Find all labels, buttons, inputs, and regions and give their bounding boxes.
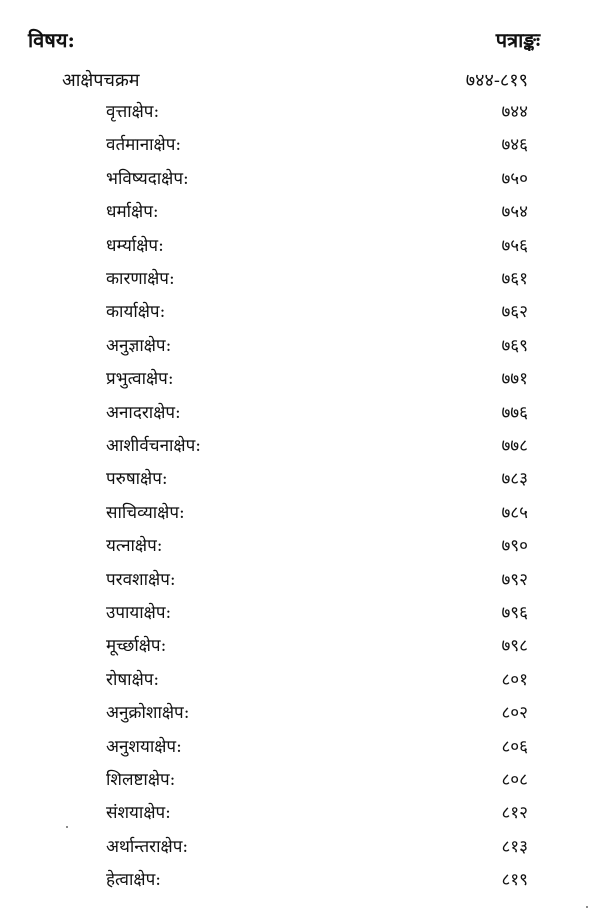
toc-entry-page: ७६२ <box>501 302 528 323</box>
toc-entry-label: अर्थान्तराक्षेप: <box>106 836 189 857</box>
toc-entry-page: ७९८ <box>501 636 528 657</box>
toc-entry-label: धर्माक्षेप: <box>106 202 159 223</box>
toc-entry-page: ७९६ <box>501 603 528 623</box>
toc-entry-page: ७५६ <box>501 235 528 256</box>
toc-entry-label: अनुशयाक्षेप: <box>106 736 182 757</box>
toc-entry-row <box>0 867 600 897</box>
toc-entry-page: ८०१ <box>501 669 528 690</box>
toc-entry-label: हेत्वाक्षेप: <box>106 870 161 891</box>
toc-entry-page: ७९२ <box>501 569 528 590</box>
main-entry-row <box>0 68 600 98</box>
toc-entry-row <box>0 533 600 563</box>
toc-entry-page: ७५४ <box>501 202 528 223</box>
toc-entry-page: ८०८ <box>501 770 528 790</box>
toc-entry-page: ८०६ <box>501 736 528 757</box>
page-number-column-header: पत्राङ्कः <box>495 28 540 52</box>
toc-entry-row <box>0 600 600 630</box>
toc-entry-row <box>0 567 600 597</box>
toc-entry-label: साचिव्याक्षेप: <box>106 502 185 523</box>
toc-entry-row <box>0 199 600 229</box>
toc-entry-page: ७६१ <box>501 269 528 289</box>
toc-entry-row <box>0 734 600 764</box>
toc-entry-row <box>0 333 600 363</box>
toc-entry-row <box>0 466 600 496</box>
toc-entry-row <box>0 299 600 329</box>
toc-entry-row <box>0 166 600 196</box>
toc-entry-label: प्रभुत्वाक्षेप: <box>106 369 174 390</box>
toc-entry-label: परुषाक्षेप: <box>106 469 168 490</box>
toc-entry-row <box>0 767 600 797</box>
toc-entry-label: रोषाक्षेप: <box>106 669 160 690</box>
toc-entry-page: ८१२ <box>501 803 528 824</box>
toc-entry-label: वर्तमानाक्षेप: <box>106 135 182 156</box>
topic-column-header: विषय: <box>28 28 75 52</box>
toc-entry-page: ७७१ <box>501 369 528 390</box>
toc-entry-page: ७५० <box>501 168 528 189</box>
toc-entry-row <box>0 266 600 296</box>
toc-entry-label: आशीर्वचनाक्षेप: <box>106 436 201 456</box>
toc-entry-page: ८१३ <box>501 836 528 857</box>
toc-entry-page: ७७६ <box>501 402 528 423</box>
toc-entry-label: कारणाक्षेप: <box>106 269 175 289</box>
toc-entry-label: कार्याक्षेप: <box>106 302 166 323</box>
toc-entry-row <box>0 633 600 663</box>
toc-entry-page: ८०२ <box>501 703 528 724</box>
toc-entry-label: अनादराक्षेप: <box>106 402 181 423</box>
toc-entry-row <box>0 800 600 830</box>
toc-entry-row <box>0 132 600 162</box>
toc-entry-row <box>0 433 600 463</box>
main-entry-label: आक्षेपचक्रम <box>62 70 140 91</box>
toc-entry-label: शिलष्टाक्षेप: <box>106 770 176 790</box>
toc-entry-page: ७६९ <box>501 335 528 356</box>
toc-entry-label: परवशाक्षेप: <box>106 569 176 590</box>
toc-entry-label: अनुक्रोशाक्षेप: <box>106 703 190 724</box>
toc-entry-label: संशयाक्षेप: <box>106 803 171 824</box>
toc-entry-label: मूर्च्छाक्षेप: <box>106 636 167 657</box>
main-entry-page-range: ७४४-८१९ <box>465 70 528 91</box>
toc-entry-page: ७४४ <box>501 102 528 122</box>
toc-entry-page: ७९० <box>501 536 528 557</box>
toc-entry-page: ७८५ <box>501 502 528 523</box>
toc-entry-label: वृत्ताक्षेप: <box>106 102 160 122</box>
toc-entry-label: अनुज्ञाक्षेप: <box>106 335 172 356</box>
toc-entry-page: ८१९ <box>501 870 528 891</box>
toc-entry-row <box>0 700 600 730</box>
toc-entry-page: ७७८ <box>501 436 528 456</box>
print-speck <box>586 906 588 908</box>
print-speck <box>66 826 68 828</box>
toc-entry-row <box>0 366 600 396</box>
toc-entry-label: धर्म्याक्षेप: <box>106 235 164 256</box>
toc-entry-label: यत्नाक्षेप: <box>106 536 163 557</box>
toc-entry-row <box>0 233 600 263</box>
toc-entry-page: ७८३ <box>501 469 528 490</box>
toc-entry-row <box>0 400 600 430</box>
toc-entry-page: ७४६ <box>501 135 528 156</box>
toc-entry-row <box>0 667 600 697</box>
toc-entry-label: भविष्यदाक्षेप: <box>106 168 189 189</box>
toc-entry-row <box>0 834 600 864</box>
toc-entry-row <box>0 99 600 129</box>
toc-entry-label: उपायाक्षेप: <box>106 603 172 623</box>
toc-entry-row <box>0 500 600 530</box>
